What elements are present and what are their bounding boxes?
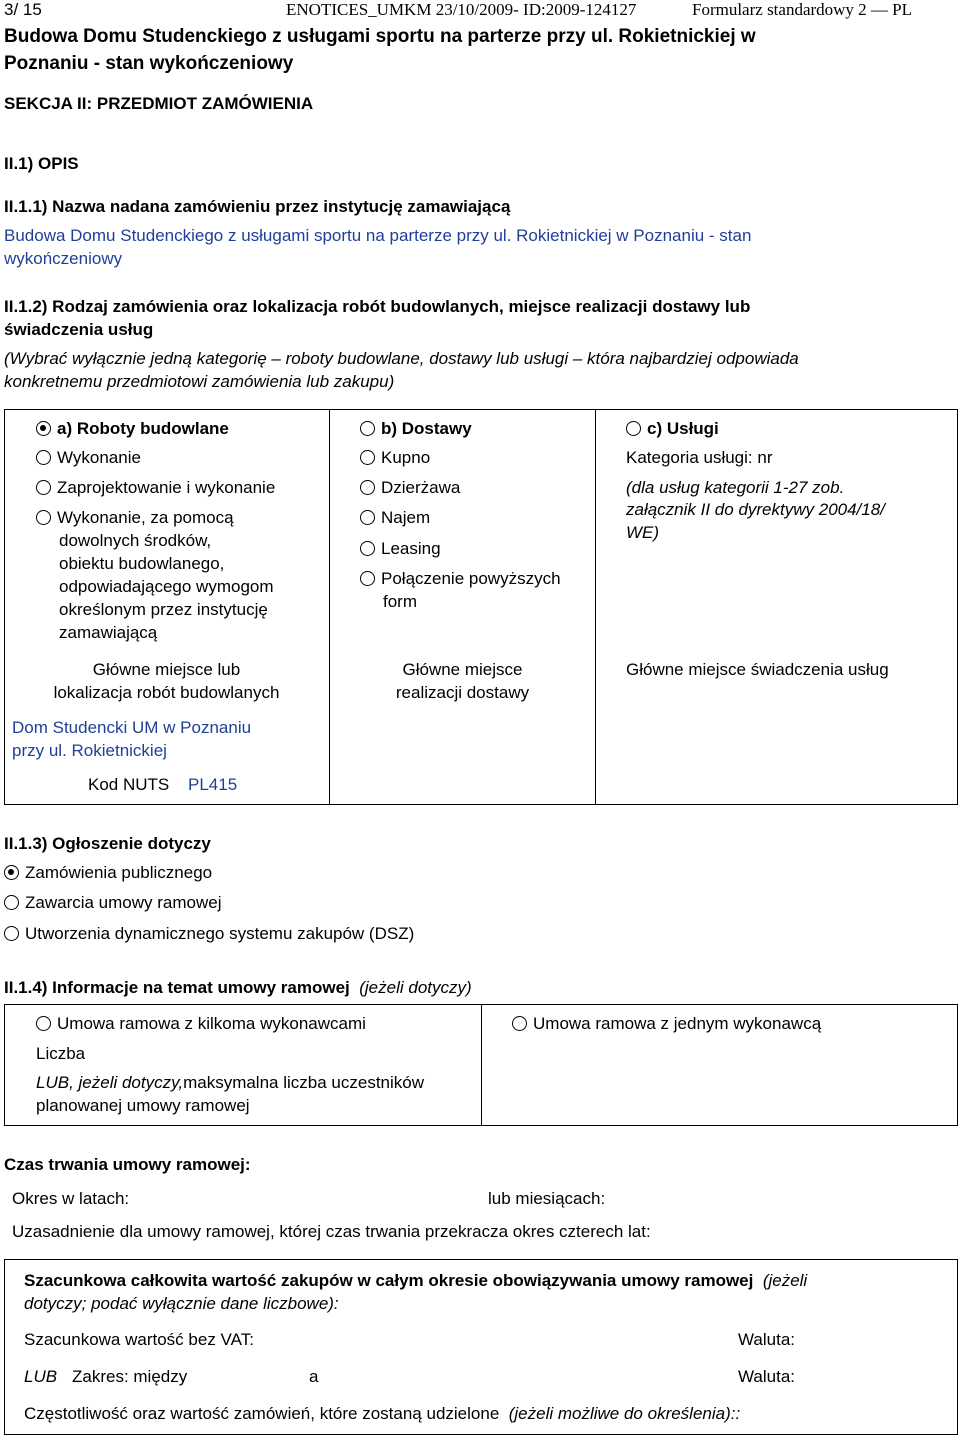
estimate-and: a [309, 1367, 319, 1386]
supplies-opt2[interactable]: Dzierżawa [360, 478, 460, 498]
radio-icon [36, 510, 51, 525]
s114-heading-note: (jeżeli dotyczy) [359, 978, 472, 997]
nuts-value: PL415 [188, 775, 238, 794]
s113-opt3[interactable]: Utworzenia dynamicznego systemu zakupów (DSZ) [4, 924, 414, 944]
works-opt3-l5: określonym przez instytucję [59, 600, 268, 619]
category-divider-1 [329, 409, 330, 805]
radio-icon [36, 450, 51, 465]
framework-one[interactable]: Umowa ramowa z jednym wykonawcą [512, 1014, 821, 1034]
supplies-opt4[interactable]: Leasing [360, 539, 441, 559]
estimate-note-l2: dotyczy; podać wyłącznie dane liczbowe): [24, 1294, 339, 1313]
duration-years: Okres w latach: [12, 1189, 130, 1208]
radio-selected-icon [4, 865, 19, 880]
nuts-label: Kod NUTS [88, 775, 170, 794]
estimate-currency: Waluta: [738, 1330, 796, 1349]
s113-opt1[interactable]: Zamówienia publicznego [4, 863, 212, 883]
s112-heading-line1: II.1.2) Rodzaj zamówienia oraz lokalizacja robót budowlanych, miejsce realizacji dostawy lub [4, 297, 751, 316]
estimate-frequency-row [24, 1404, 740, 1424]
works-place-l2: lokalizacja robót budowlanych [53, 683, 280, 702]
works-place-value-l1: Dom Studencki UM w Poznaniu [12, 718, 252, 737]
works-label: a) Roboty budowlane [57, 419, 229, 438]
supplies-opt5[interactable]: Połączenie powyższych [360, 569, 561, 589]
framework-max-l1: LUB, jeżeli dotyczy,maksymalna liczba uczestników [36, 1073, 424, 1092]
services-note-l1: (dla usług kategorii 1-27 zob. [626, 478, 845, 497]
s113-heading: II.1.3) Ogłoszenie dotyczy [4, 834, 211, 853]
radio-icon [360, 510, 375, 525]
framework-max-l2: planowanej umowy ramowej [36, 1096, 250, 1115]
estimate-range: Zakres: między [72, 1367, 188, 1386]
estimate-heading: Szacunkowa całkowita wartość zakupów w całym okresie obowiązywania umowy ramowej [24, 1271, 754, 1290]
radio-icon [360, 480, 375, 495]
services-category: Kategoria usługi: nr [626, 448, 773, 467]
category-divider-2 [595, 409, 596, 805]
supplies-place-l1: Główne miejsce [402, 660, 523, 679]
estimate-heading-row [24, 1271, 807, 1291]
opis-heading: II.1) OPIS [4, 154, 79, 173]
section-heading: SEKCJA II: PRZEDMIOT ZAMÓWIENIA [4, 94, 314, 113]
radio-icon [36, 480, 51, 495]
estimate-frequency-note: (jeżeli możliwe do określenia):: [508, 1404, 741, 1423]
supplies-opt1[interactable]: Kupno [360, 448, 430, 468]
works-opt3[interactable]: Wykonanie, za pomocą [36, 508, 234, 528]
works-opt3-l2: dowolnych środków, [59, 531, 212, 550]
radio-icon [4, 926, 19, 941]
supplies-place-l2: realizacji dostawy [395, 683, 530, 702]
header-title-line1: Budowa Domu Studenckiego z usługami sportu na parterze przy ul. Rokietnickiej w [4, 26, 756, 47]
estimate-no-vat: Szacunkowa wartość bez VAT: [24, 1330, 254, 1349]
header-title-line2: Poznaniu - stan wykończeniowy [4, 53, 294, 74]
estimate-note-l1: (jeżeli [762, 1271, 808, 1290]
services-radio[interactable]: c) Usługi [626, 419, 719, 439]
radio-icon [360, 421, 375, 436]
works-radio[interactable] [36, 419, 229, 439]
works-place-l1: Główne miejsce lub [92, 660, 241, 679]
works-opt1[interactable]: Wykonanie [36, 448, 141, 468]
page-number: 3/ 15 [4, 0, 42, 19]
works-opt3-l6: zamawiającą [59, 623, 158, 642]
notice-id: ENOTICES_UMKM 23/10/2009- ID:2009-124127 [286, 0, 637, 19]
s114-heading: II.1.4) Informacje na temat umowy ramowej [4, 978, 350, 997]
s111-heading: II.1.1) Nazwa nadana zamówieniu przez instytucję zamawiającą [4, 197, 511, 216]
form-type: Formularz standardowy 2 — PL [692, 0, 913, 19]
services-place: Główne miejsce świadczenia usług [626, 660, 889, 679]
estimate-or: LUB [24, 1367, 58, 1386]
supplies-opt5-l2: form [383, 592, 417, 611]
radio-selected-icon [36, 421, 51, 436]
radio-icon [36, 1016, 51, 1031]
s111-value-line1: Budowa Domu Studenckiego z usługami sportu na parterze przy ul. Rokietnickiej w Poznaniu - stan [4, 226, 752, 245]
s113-opt2[interactable]: Zawarcia umowy ramowej [4, 893, 222, 913]
radio-icon [360, 571, 375, 586]
s112-note-line1: (Wybrać wyłącznie jedną kategorię – roboty budowlane, dostawy lub usługi – która najbardziej odpowiada [4, 349, 799, 368]
s112-note-line2: konkretnemu przedmiotowi zamówienia lub zakupu) [4, 372, 395, 391]
supplies-radio[interactable]: b) Dostawy [360, 419, 472, 439]
duration-heading: Czas trwania umowy ramowej: [4, 1155, 251, 1174]
duration-months: lub miesiącach: [488, 1189, 606, 1208]
services-note-l2: załącznik II do dyrektywy 2004/18/ [626, 500, 885, 519]
framework-many[interactable]: Umowa ramowa z kilkoma wykonawcami [36, 1014, 366, 1034]
s112-heading-line2: świadczenia usług [4, 320, 154, 339]
works-place-value-l2: przy ul. Rokietnickiej [12, 741, 167, 760]
radio-icon [360, 450, 375, 465]
works-opt2[interactable]: Zaprojektowanie i wykonanie [36, 478, 275, 498]
estimate-currency2: Waluta: [738, 1367, 796, 1386]
estimate-frequency: Częstotliwość oraz wartość zamówień, które zostaną udzielone [24, 1404, 500, 1423]
s111-value-line2: wykończeniowy [4, 249, 123, 268]
radio-icon [4, 895, 19, 910]
works-opt3-l3: obiektu budowlanego, [59, 554, 225, 573]
radio-icon [512, 1016, 527, 1031]
framework-count: Liczba [36, 1044, 86, 1063]
framework-divider [481, 1004, 482, 1126]
radio-icon [360, 541, 375, 556]
works-opt3-l4: odpowiadającego wymogom [59, 577, 274, 596]
services-note-l3: WE) [626, 523, 660, 542]
supplies-opt3[interactable]: Najem [360, 508, 430, 528]
duration-justification: Uzasadnienie dla umowy ramowej, której czas trwania przekracza okres czterech lat: [12, 1222, 651, 1241]
s114-heading-row [4, 978, 472, 998]
radio-icon [626, 421, 641, 436]
